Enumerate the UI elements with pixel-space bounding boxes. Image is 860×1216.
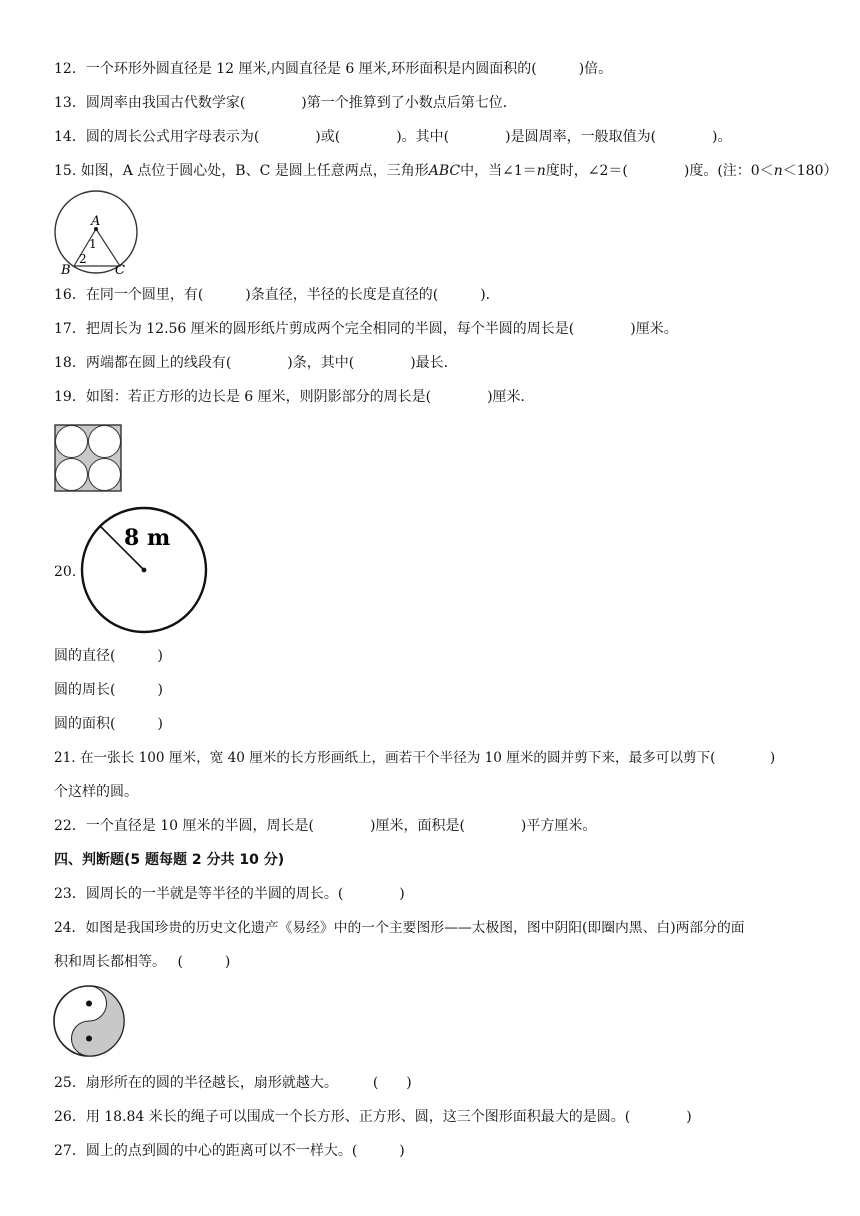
q15-text-2: 中，当∠1＝ <box>460 163 537 179</box>
q15-triangle-name: ABC <box>428 163 461 179</box>
q20-area: 圆的面积( ) <box>54 716 163 732</box>
question-21-cont: 个这样的圆。 <box>54 784 138 800</box>
q15-variable-n-2: n <box>773 163 783 179</box>
question-25: 25．扇形所在的圆的半径越长，扇形就越大。 ( ) <box>54 1075 412 1091</box>
q20-center-point <box>142 568 147 573</box>
question-21: 21. 在一张长 100 厘米，宽 40 厘米的长方形画纸上，画若干个半径为 10 厘米的圆并剪下来，最多可以剪下( ) <box>54 750 776 766</box>
q15-angle-1: 1 <box>89 237 97 251</box>
q20-circle-figure <box>78 504 214 636</box>
q15-label-a: A <box>91 214 101 229</box>
q15-circle-figure <box>52 188 142 278</box>
question-17: 17．把周长为 12.56 厘米的圆形纸片剪成两个完全相同的半圆，每个半圆的周长是( )厘米。 <box>54 321 678 337</box>
question-23: 23．圆周长的一半就是等半径的半圆的周长。( ) <box>54 886 405 902</box>
question-13: 13．圆周率由我国古代数学家( )第一个推算到了小数点后第七位． <box>54 95 517 111</box>
q19-circle-4 <box>89 459 121 491</box>
q20-diameter: 圆的直径( ) <box>54 648 163 664</box>
taiji-dot-bottom <box>86 1036 92 1042</box>
question-20-number: 20. <box>54 564 77 580</box>
question-16: 16．在同一个圆里，有( )条直径，半径的长度是直径的( )． <box>54 287 500 303</box>
question-22: 22．一个直径是 10 厘米的半圆，周长是( )厘米，面积是( )平方厘米。 <box>54 818 597 834</box>
q15-circle <box>55 191 137 273</box>
q19-circle-3 <box>56 459 88 491</box>
q15-text-3: 度时，∠2＝( )度。(注：0＜ <box>545 163 774 179</box>
question-14: 14．圆的周长公式用字母表示为( )或( )。其中( )是圆周率，一般取值为( )。 <box>54 129 732 145</box>
q19-square-figure <box>54 424 124 494</box>
question-18: 18．两端都在圆上的线段有( )条，其中( )最长． <box>54 355 458 371</box>
q15-text-4: ＜180） <box>782 163 838 179</box>
q19-circle-2 <box>89 426 121 458</box>
question-26: 26．用 18.84 米长的绳子可以围成一个长方形、正方形、圆，这三个图形面积最大的是圆。( ) <box>54 1109 692 1125</box>
question-12: 12．一个环形外圆直径是 12 厘米,内圆直径是 6 厘米,环形面积是内圆面积的( )倍。 <box>54 61 613 77</box>
q15-label-b: B <box>61 263 71 278</box>
q20-circumference: 圆的周长( ) <box>54 682 163 698</box>
section-heading: 四、判断题(5 题每题 2 分共 10 分) <box>54 852 285 868</box>
q15-text-1: 15. 如图，A 点位于圆心处，B、C 是圆上任意两点，三角形 <box>54 163 429 179</box>
q19-circle-1 <box>56 426 88 458</box>
question-19: 19．如图：若正方形的边长是 6 厘米，则阴影部分的周长是( )厘米． <box>54 389 535 405</box>
taiji-figure <box>52 984 128 1060</box>
question-15 <box>54 162 837 180</box>
question-24: 24．如图是我国珍贵的历史文化遗产《易经》中的一个主要图形——太极图，图中阴阳(即圈内黑、白)两部分的面 <box>54 920 745 936</box>
q20-radius-label: 8 m <box>124 525 171 551</box>
taiji-dot-top <box>86 1001 92 1007</box>
q15-variable-n: n <box>536 163 546 179</box>
question-27: 27．圆上的点到圆的中心的距离可以不一样大。( ) <box>54 1143 405 1159</box>
question-24-cont: 积和周长都相等。 ( ) <box>54 954 231 970</box>
q15-label-c: C <box>115 263 125 278</box>
q15-angle-2: 2 <box>79 252 87 266</box>
